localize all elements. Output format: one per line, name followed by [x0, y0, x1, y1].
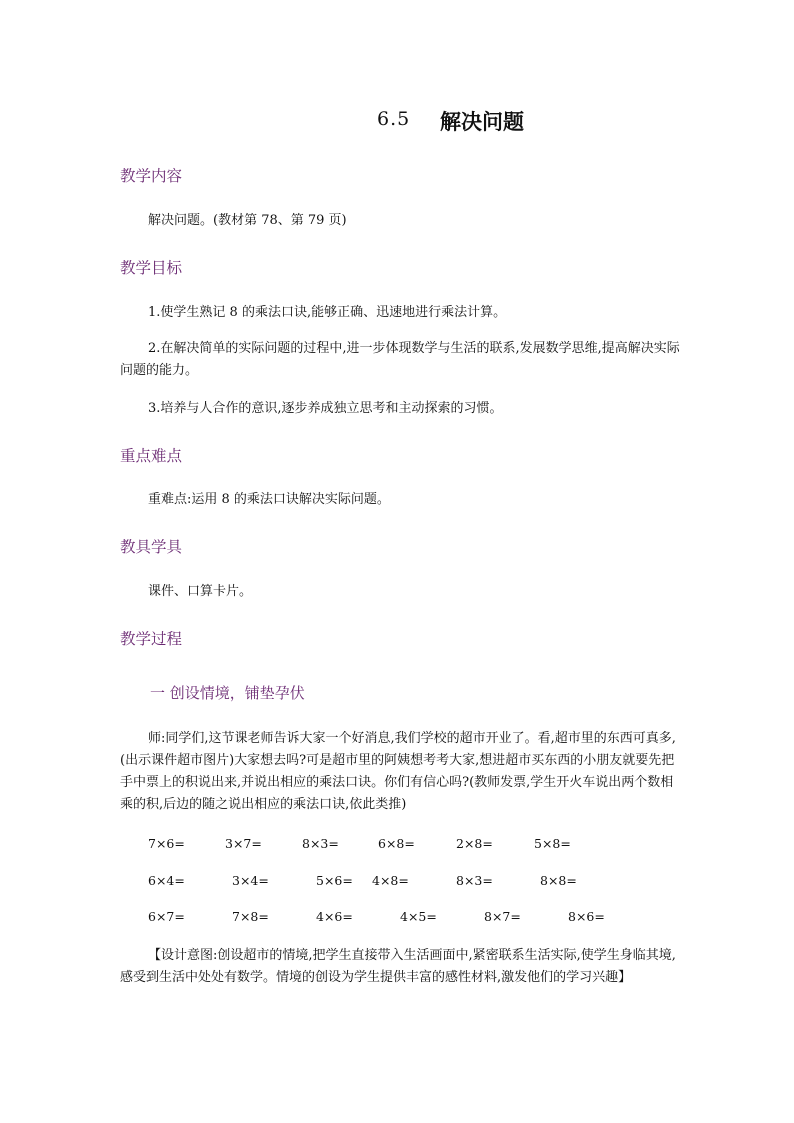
heading-teaching-process: 教学过程	[120, 630, 183, 648]
equation: 5×6=	[316, 873, 353, 888]
equation: 3×4=	[232, 873, 269, 888]
page-title: 解决问题	[440, 110, 524, 134]
equation: 6×8=	[378, 836, 415, 851]
equation: 4×5=	[400, 909, 437, 924]
heading-key-difficulty: 重点难点	[120, 447, 183, 465]
equation: 6×7=	[148, 909, 185, 924]
goal-item-2: 2.在解决简单的实际问题的过程中,进一步体现数学与生活的联系,发展数学思维,提高解决实际问题的能力。	[120, 341, 680, 378]
heading-teaching-goals: 教学目标	[120, 259, 183, 277]
goal-item-3: 3.培养与人合作的意识,逐步养成独立思考和主动探索的习惯。	[148, 401, 503, 416]
process-subheading: 一 创设情境，铺垫孕伏	[150, 684, 305, 702]
equation: 6×4=	[148, 873, 185, 888]
equation: 4×8=	[372, 873, 409, 888]
equation: 7×6=	[148, 836, 185, 851]
equation: 5×8=	[534, 836, 571, 851]
goal-item-1: 1.使学生熟记 8 的乘法口诀,能够正确、迅速地进行乘法计算。	[148, 305, 507, 320]
design-intent-note: 【设计意图:创设超市的情境,把学生直接带入生活画面中,紧密联系生活实际,使学生身临其境,感受到生活中处处有数学。情境的创设为学生提供丰富的感性材料,激发他们的学习兴趣】	[120, 948, 676, 985]
equation: 4×6=	[316, 909, 353, 924]
key-difficulty-text: 重难点:运用 8 的乘法口诀解决实际问题。	[148, 492, 390, 507]
equation: 2×8=	[456, 836, 493, 851]
teaching-content-text: 解决问题。(教材第 78、第 79 页)	[148, 213, 347, 228]
heading-teaching-tools: 教具学具	[120, 538, 183, 556]
equation: 8×7=	[484, 909, 521, 924]
heading-teaching-content: 教学内容	[120, 167, 183, 185]
title-number: 6.5	[377, 108, 411, 130]
equation: 8×3=	[302, 836, 339, 851]
equation: 8×3=	[456, 873, 493, 888]
equation: 8×8=	[540, 873, 577, 888]
equation: 3×7=	[225, 836, 262, 851]
equation: 8×6=	[568, 909, 605, 924]
teaching-tools-text: 课件、口算卡片。	[148, 584, 253, 599]
equation: 7×8=	[232, 909, 269, 924]
process-paragraph: 师:同学们,这节课老师告诉大家一个好消息,我们学校的超市开业了。看,超市里的东西可真多,(出示课件超市图片)大家想去吗?可是超市里的阿姨想考考大家,想进超市买东西的小朋友就要先把手中票上的积说出来,并说出相应的乘法口诀。你们有信心吗?(教师发票,学生开火车说出两个数相乘的积,后边的随之说出相应的乘法口诀,依此类推)	[120, 731, 676, 812]
